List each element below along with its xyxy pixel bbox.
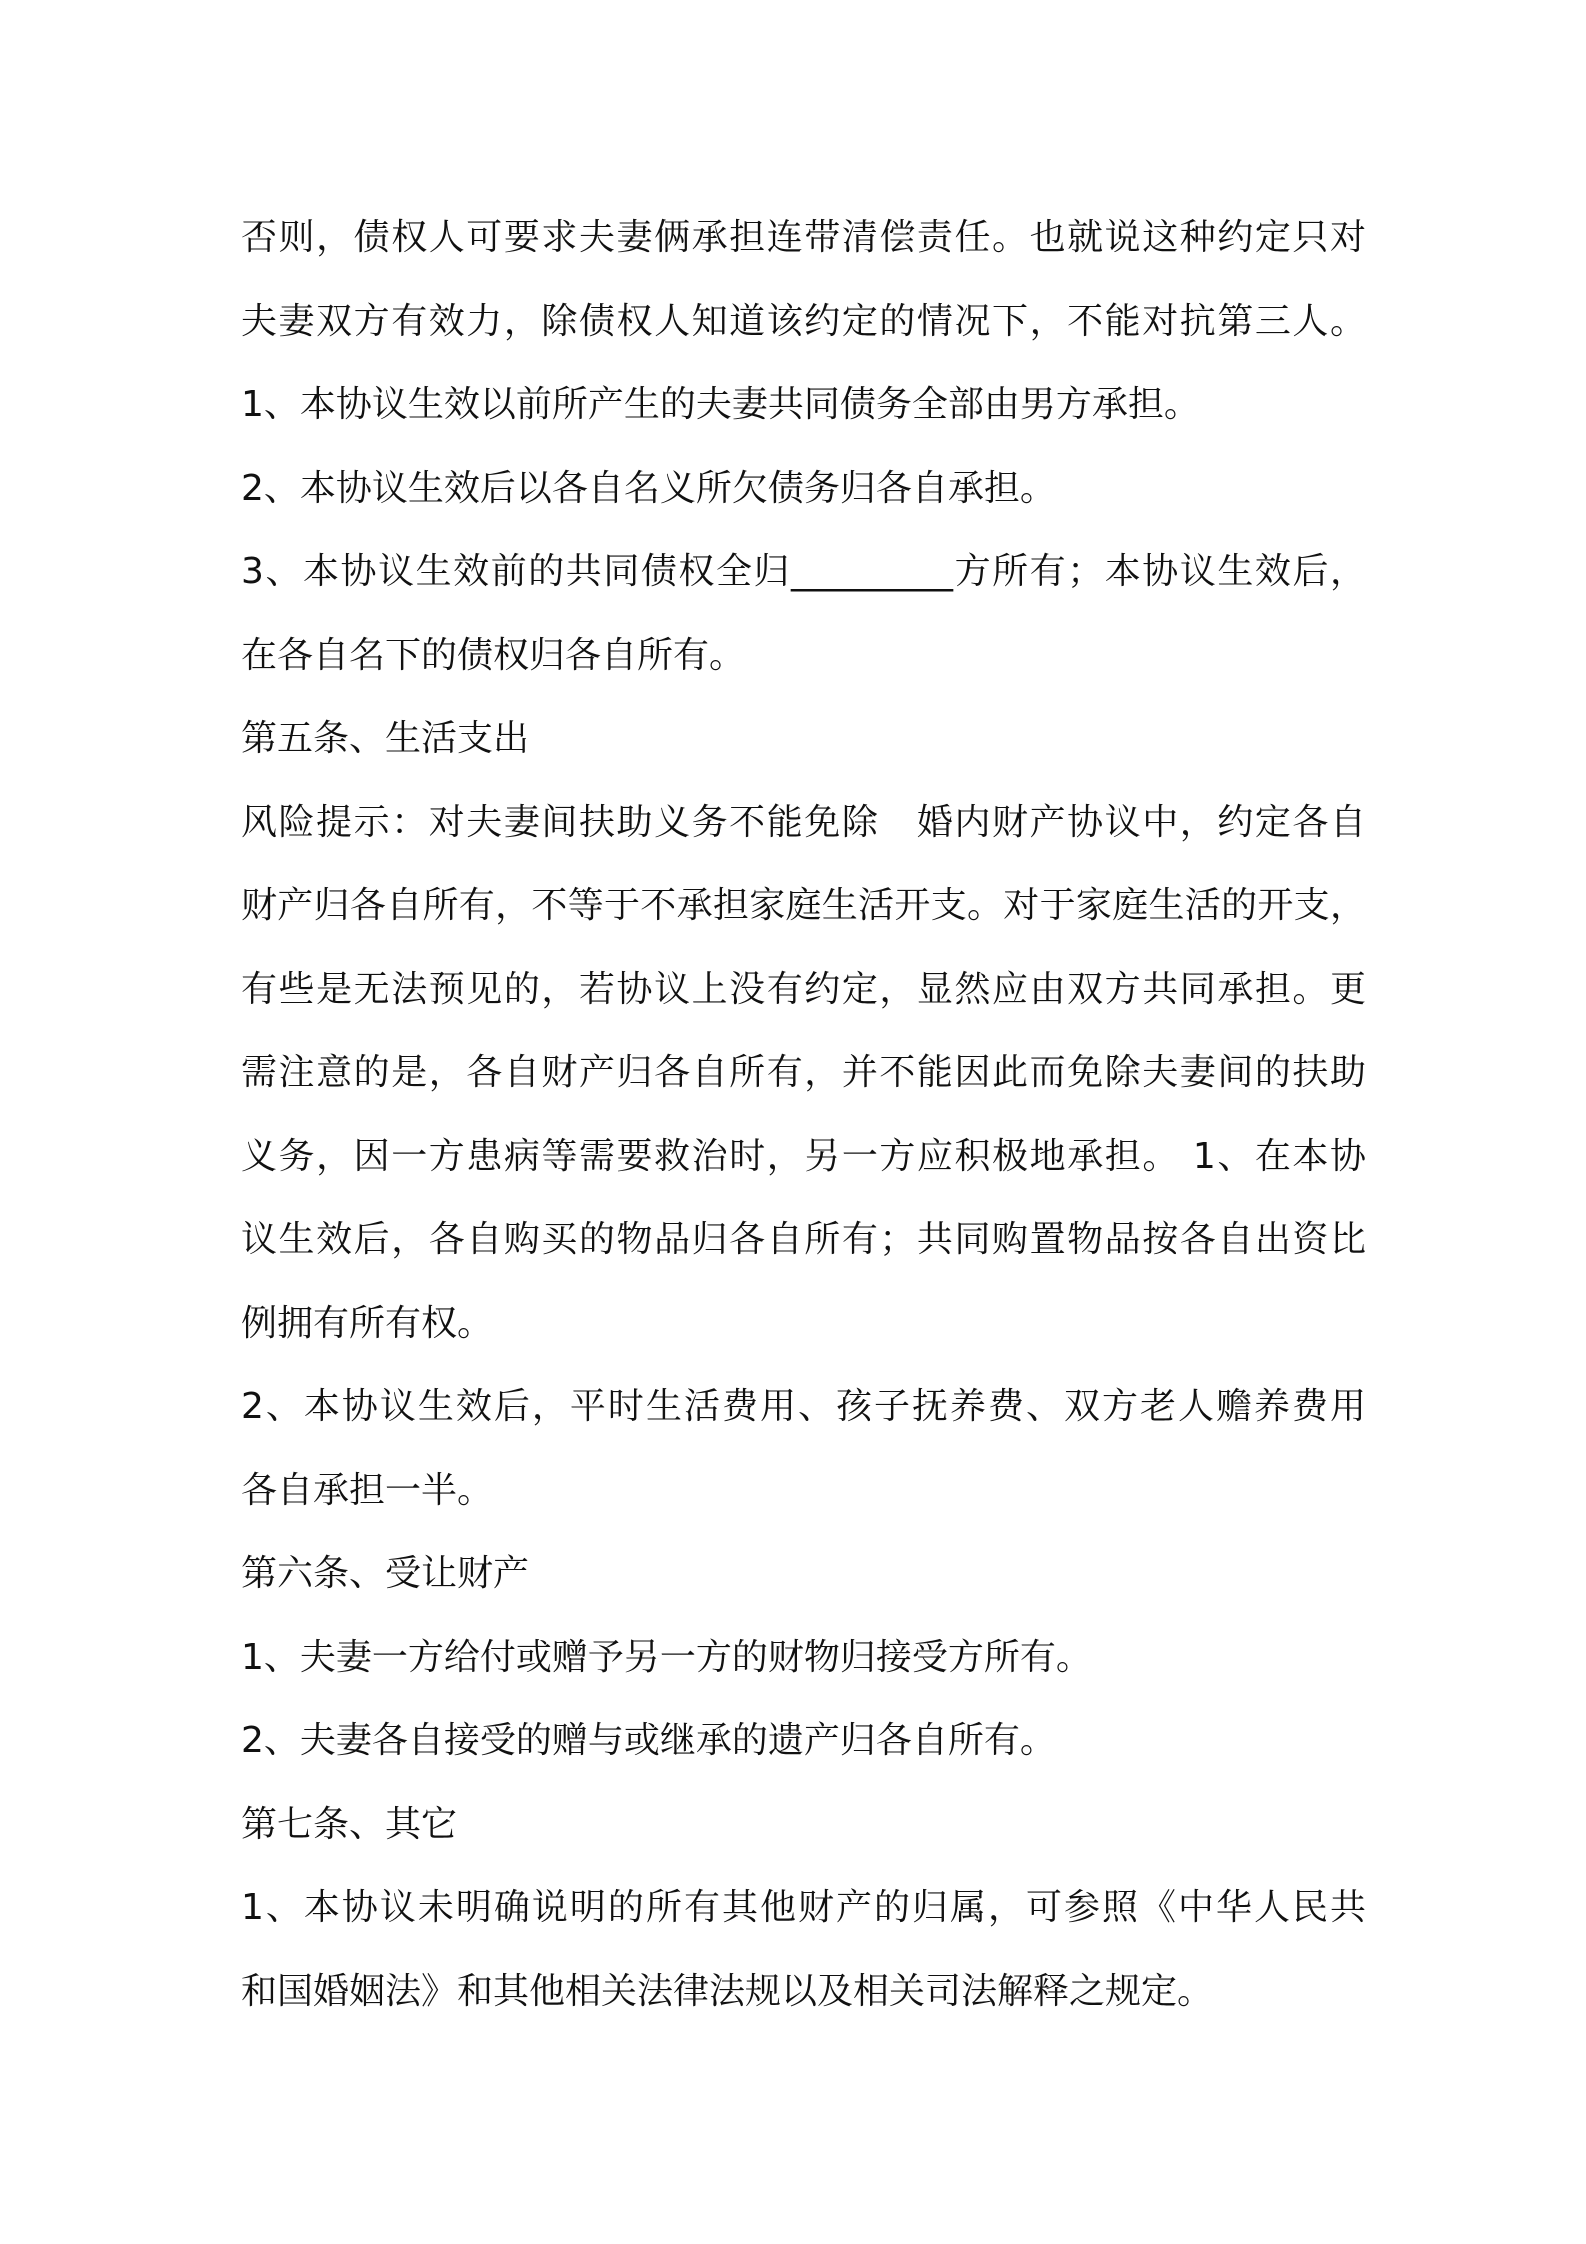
- clause-item: 和国婚姻法》和其他相关法律法规以及相关司法解释之规定。: [241, 1970, 1214, 2012]
- risk-tip-line: 需注意的是，各自财产归各自所有，并不能因此而免除夫妻间的扶助: [241, 1052, 1366, 1093]
- section-heading: 第六条、受让财产: [241, 1553, 530, 1594]
- paragraph-line: 夫妻双方有效力，除债权人知道该约定的情况下，不能对抗第三人。: [241, 300, 1366, 342]
- clause-item: 1、夫妻一方给付或赠予另一方的财物归接受方所有。: [241, 1636, 1092, 1678]
- clause-item: 在各自名下的债权归各自所有。: [241, 634, 746, 676]
- risk-tip-line: 风险提示：对夫妻间扶助义务不能免除 婚内财产协议中，约定各自: [241, 801, 1366, 843]
- risk-tip-line: 财产归各自所有，不等于不承担家庭生活开支。对于家庭生活的开支，: [241, 885, 1366, 926]
- paragraph-line: 否则，债权人可要求夫妻俩承担连带清偿责任。也就说这种约定只对: [241, 217, 1366, 258]
- clause-item: 1、本协议生效以前所产生的夫妻共同债务全部由男方承担。: [241, 384, 1200, 425]
- clause-item: 2、本协议生效后以各自名义所欠债务归各自承担。: [241, 467, 1056, 509]
- section-heading: 第五条、生活支出: [241, 718, 530, 759]
- clause-item: 2、夫妻各自接受的赠与或继承的遗产归各自所有。: [241, 1720, 1056, 1761]
- clause-item: 2、本协议生效后，平时生活费用、孩子抚养费、双方老人赡养费用: [241, 1386, 1366, 1427]
- risk-tip-line: 例拥有所有权。: [241, 1302, 494, 1344]
- clause-item: 1、本协议未明确说明的所有其他财产的归属，可参照《中华人民共: [241, 1887, 1366, 1928]
- clause-item: 各自承担一半。: [241, 1469, 494, 1511]
- clause-item: 3、本协议生效前的共同债权全归_________方所有；本协议生效后，: [241, 551, 1366, 592]
- risk-tip-line: 义务，因一方患病等需要救治时，另一方应积极地承担。 1、在本协: [241, 1135, 1366, 1177]
- risk-tip-line: 议生效后，各自购买的物品归各自所有；共同购置物品按各自出资比: [241, 1219, 1366, 1260]
- risk-tip-line: 有些是无法预见的，若协议上没有约定，显然应由双方共同承担。更: [241, 968, 1366, 1010]
- document-body: [241, 196, 1366, 2033]
- section-heading: 第七条、其它: [241, 1803, 458, 1845]
